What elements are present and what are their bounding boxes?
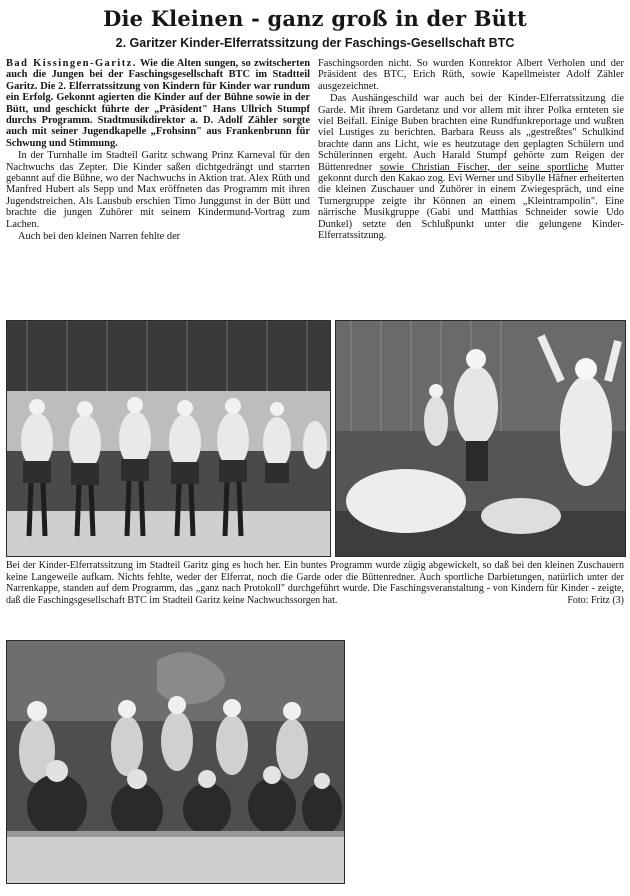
lead-text: Wie die Alten sungen, so zwitscherten auch die Jungen bei der Faschingsgesellschaft BTC im Stadtteil Garitz. Die 2. Elferratssitzung von Kindern für Kinder war rundum ein Erfolg. Gekonnt agierten die Kinder auf der Bühne sowie in der Bütt, und geschickt führte der „Präsident" Hans Ullrich Stumpf durchs Programm. Stadtmusikdirektor a. D. Adolf Zähler sorgte auch mit seiner Jugendkapelle „Frohsinn" aus Frankenbrunn für Schwung und Stimmung. (6, 58, 310, 149)
photo-caption (6, 560, 624, 606)
article-lead (6, 58, 310, 149)
article-column-left (6, 58, 310, 244)
photo-garde-dancers (6, 320, 331, 557)
paragraph-5-part-b: Mutter gekonnt durch den Kakao zog. Evi Werner und Sibylle Häfner erheiterten die kleinen Zuschauer und Zuhörer in einem Zwiegespräch, und eine Turnergruppe zeigte ihr Können an einem „Kleintrampolin". Eine närrische Musikgruppe (Gabi und Matthias Schneider sowie Udo Dunkel) setzte den Schlußpunkt unter die gelungene Kinder-Elferratssitzung. (318, 161, 624, 242)
photo-sport-performance (335, 320, 626, 557)
caption-text: Bei der Kinder-Elferratssitzung im Stadteil Garitz ging es hoch her. Ein buntes Programm wurde zügig abgewickelt, so daß bei den kleinen Zuschauern keine Langeweile aufkam. Nichts fehlte, weder der Elferrat, noch die Garde oder die Büttenredner. Auch sportliche Darbietungen, natürlich unter der Narrenkappe, standen auf dem Programm, das „ganz nach Protokoll" durchgeführt wurde. Die Faschingsveranstaltung - von Kindern für Kinder - zeigte, daß die Faschingsgesellschaft BTC im Stadteil Garitz keine Nachwuchssorgen hat. (6, 560, 624, 606)
paragraph-5-part-a: Das Aushängeschild war auch bei der Kinder-Elferratssitzung die Garde. Mit ihrem Gardetanz und vor allem mit ihrer Polka ernteten sie viel Beifall. Einige Buben brachten eine Rundfunkreportage und wußten viel Lustiges zu berichten. Barbara Reuss als „gestreßtes" Schulkind brachte dann ans Licht, wie es heutzutage den geplagten Schülern und Schülerinnen ergeht. Auch Harald Stumpf gehörte zum Reigen der Büttenredner (318, 93, 624, 173)
photo-elferrat-table-drawing (7, 641, 344, 883)
article-paragraph-5 (318, 93, 624, 241)
article-paragraph-4: Faschingsorden nicht. So wurden Konrektor Albert Verholen und der Präsident des BTC, Erich Rüth, sowie Kapellmeister Adolf Zähler ausgezeichnet. (318, 58, 624, 92)
article-paragraph-3: Auch bei den kleinen Narren fehlte der (18, 231, 181, 243)
article-column-right (318, 58, 624, 243)
photo-sport-performance-drawing (336, 321, 625, 556)
headline: Die Kleinen - ganz groß in der Bütt (103, 6, 527, 31)
dateline: Bad Kissingen-Garitz. (6, 58, 137, 69)
photo-garde-dancers-drawing (7, 321, 330, 556)
article-paragraph-2: In der Turnhalle im Stadteil Garitz schwang Prinz Karneval für den Nachwuchs das Zepter. Die Kinder saßen dichtgedrängt und starrten gebannt auf die Bühne, wo der Nachwuchs in Aktion trat. Alex Rüth und Manfred Hubert als Sepp und Max eröffneten das Programm mit ihren Jugendstreichen. Als Lausbub erschien Timo Junggunst in der Bütt und brachte die jungen Zuhörer mit seinem Kindermund-Vortrag zum Lachen. (6, 150, 310, 230)
underlined-text: sowie Christian Fischer, der seine sportliche (379, 161, 589, 173)
photo-credit: Foto: Fritz (3) (567, 594, 624, 606)
photo-elferrat-table (6, 640, 345, 884)
subheadline: 2. Garitzer Kinder-Elferratssitzung der Faschings-Gesellschaft BTC (115, 36, 515, 50)
